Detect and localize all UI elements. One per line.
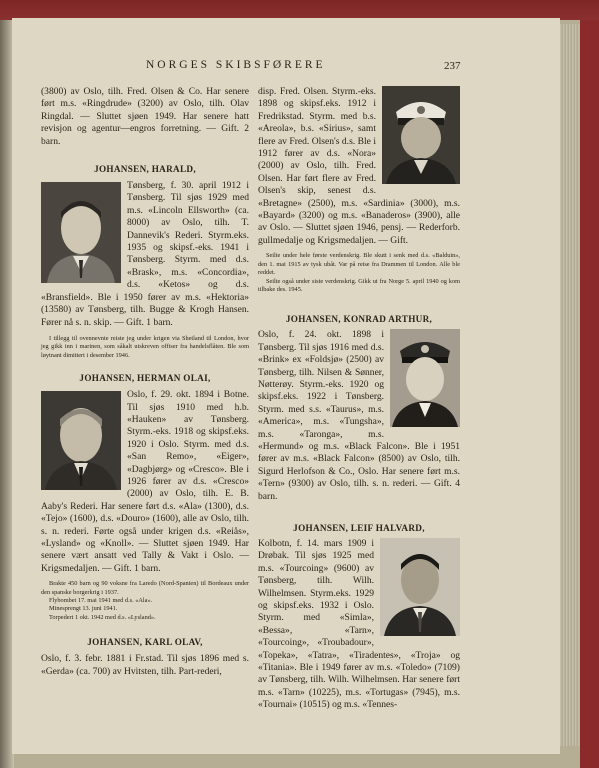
heading-leif: JOHANSEN, LEIF HALVARD, <box>293 523 425 533</box>
book-cover-edge <box>580 20 599 768</box>
herman-body: Oslo, f. 29. okt. 1894 i Botne. Til sjøs 1910 med h.b. «Hauken» av Tønsberg. Styrm.-eks. 1918 og skipsf.eks. 1920 i Oslo. Styrm. med d.s. «San Remo», «Eiger», «Dagbjørg» og «Cresco». Ble i 1926 fører av d.s. «Cresco» (2000) av Oslo, tilh. E. B. Aaby's Rederi. Har senere ført d.s. «Ala» (1300), d.s. «Tejo» (1600), d.s. «Douro» (1600), alle av Oslo, tilh. s. n. rederi. Førte også under krigen d.s. «Reiås», «Lysland» og «Knoll». — Sluttet sjøen 1949. Har senere vært ansatt ved Tally & Vakt i Oslo. — Krigsmedaljen. — Gift. 1 barn. <box>41 389 249 574</box>
portrait-photo-herman <box>41 391 121 490</box>
herman-note-2: Flybombet 17. mai 1941 med d.s. «Ala». <box>49 597 153 605</box>
portrait-photo-leif <box>380 538 460 636</box>
herman-note-1: Brakte 450 barn og 90 voksne fra Laredo (Nord-Spanien) til Bordeaux under den spanske borgerkrig i 1937. <box>41 580 249 596</box>
heading-herman: JOHANSEN, HERMAN OLAI, <box>79 373 211 384</box>
right-column <box>258 86 460 712</box>
herman-note-4: Torpedert 1 okt. 1942 med d.s. «Lysland». <box>49 613 156 621</box>
konrad-body: Oslo, f. 24. okt. 1898 i Tønsberg. Til sjøs 1916 med d.s. «Brink» ex «Foldsjø» (2500) av Tønsberg, tilh. Nilsen & Sønner, Nøtterøy. Styrm.-eks. 1920 og skipsf.eks. 1922 i Tønsberg. Styrm. med s.s. «Taurus», m.s. «America», m.s. «Tungsha», m.s. «Taronga», m.s. «Hermund» og m.s. «Black Falcon». Ble i 1951 fører av m.s. «Black Falcon» (8500) av Oslo, tilh. Sigurd Herlofson & Co., Oslo. Har senere ført m.s. «Tern» (9300) av Oslo, tilh. s. n. rederi. — Gift. 4 barn. <box>258 329 460 502</box>
running-title: NORGES SKIBSFØRERE <box>146 59 326 71</box>
leif-body: Kolbotn, f. 14. mars 1909 i Drøbak. Til sjøs 1925 med m.s. «Tourcoing» (9600) av Tønsberg, tilh. Wilh. Wilhelmsen. Styrm.eks. 1929 og skipsf.eks. 1932 i Oslo. Styrm. med «Simla», «Bessa», «Tarn», «Tourcoing», «Troubadour», «Topeka», «Tatra», «Tiradentes», «Troja» og «Titania». Ble i 1949 fører av m.s. «Toledo» (7109) av Tønsberg, tilh. Wilh. Wilhelmsen. Har senere ført m.s. «Tarn» (10225), m.s. «Tortugas» (7945), m.s. «Tournai» (10515) og m.s. «Tennes- <box>258 538 460 711</box>
karl-note-1: Seilte under hele første verdenskrig. Ble skutt i senk med d.s. «Balduin», den 1. mai 1915 av tysk ubåt. Var på reise fra Drammen til London. Alle ble reddet. <box>258 252 460 277</box>
heading-karl: JOHANSEN, KARL OLAV, <box>87 637 203 648</box>
karl-note-2: Seilte også under siste verdenskrig. Gikk ut fra Norge 5. april 1940 og kom tilbake des. 1945. <box>258 277 460 293</box>
karl-body: Oslo, f. 3. febr. 1881 i Fr.stad. Til sjøs 1896 med s. «Gerda» (ca. 700) av Hvitsten, tilh. Part-rederi, <box>41 653 249 677</box>
harald-note: I tillegg til ovennevnte reiste jeg under krigen via Shetland til London, hvor jeg gikk inn i marinen, som såkalt utskreven offiser fra handelsflåten. Ble som løytnant dimittert i desember 1946. <box>41 334 249 359</box>
left-column <box>41 86 249 678</box>
book-cover-top <box>0 0 599 20</box>
intro-paragraph: (3800) av Oslo, tilh. Fred. Olsen & Co. Har senere ført m.s. «Ringdrude» (3200) av Oslo, tilh. Olav Ringdal. — Sluttet sjøen 1949. Har senere hatt revisjon og agentur—engros forretning. — Gift. 2 barn. <box>41 86 249 147</box>
portrait-photo-karl <box>382 86 460 184</box>
heading-konrad: JOHANSEN, KONRAD ARTHUR, <box>285 314 433 325</box>
herman-note-3: Minesprengt 13. juni 1941. <box>49 605 118 613</box>
page-number: 237 <box>444 60 461 72</box>
harald-body: Tønsberg, f. 30. april 1912 i Tønsberg. Til sjøs 1929 med m.s. «Lincoln Ellsworth» (ca. 8000) av Oslo, tilh. T. Dannevik's Rederi. Styrm.eks. 1935 og skipsf.-eks. 1941 i Tønsberg. Styrm. med d.s. «Brask», m.s. «Concordia», d.s. «Ketos» og d.s. «Bransfield». Ble i 1950 fører av m.s. «Hektoria» (13580) av Tønsberg, tilh. Bugge & Krogh Hansen. Fører nå s. n. skip. — Gift. 1 barn. <box>41 180 249 328</box>
heading-harald: JOHANSEN, HARALD, <box>94 164 196 175</box>
karl-continued: disp. Fred. Olsen. Styrm.-eks. 1898 og skipsf.eks. 1912 i Fredrikstad. Styrm. med b.s. «Areola», b.s. «Sirius», samt flere av Fred. Olsen's d.s. Ble i 1912 fører av d.s. «Nora» (2000) av Oslo, tilh. Fred. Olsen. Har ført flere av Fred. Olsen's skip, senest d.s. «Bretagne» (2500), m.s. «Sardinia» (3000), m.s. «Bayard» (3200) og m.s. «Banaderos» (3900), alle av Oslo. — Sluttet sjøen 1946, pensj. — Rederforb. gullmedalje og Krigsmedaljen. — Gift. <box>258 86 460 246</box>
portrait-photo-harald <box>41 182 121 283</box>
portrait-photo-konrad <box>390 329 460 427</box>
